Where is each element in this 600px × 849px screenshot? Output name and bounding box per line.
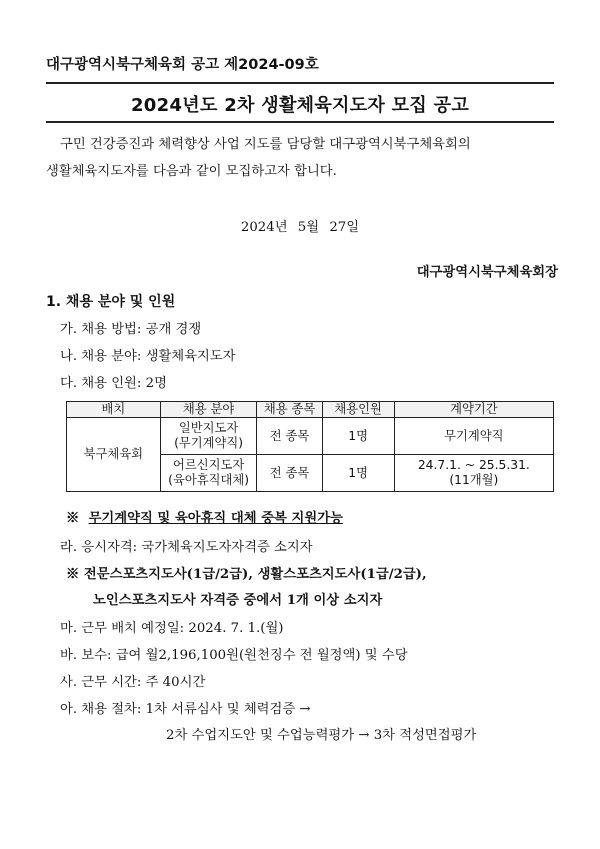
period-range: 24.7.1. ~ 25.5.31. — [417, 458, 530, 472]
header-sport: 채용 종목 — [257, 402, 322, 418]
table-row — [67, 418, 554, 455]
intro-line-1: 구민 건강증진과 체력향상 사업 지도를 담당할 대구광역시북구체육회의 — [60, 137, 471, 152]
cell-field — [160, 455, 257, 492]
field-type: (육아휴직대체) — [168, 473, 250, 487]
cell-field — [160, 418, 257, 455]
qualification: 라. 응시자격: 국가체육지도자자격증 소지자 — [60, 540, 313, 555]
cell-people: 1명 — [322, 418, 394, 455]
procedure-line-1: 아. 채용 절차: 1차 서류심사 및 체력검증 → — [60, 702, 311, 717]
reference-mark: ※ — [66, 511, 80, 526]
dual-application-note — [66, 507, 343, 526]
procedure-line-2: 2차 수업지도안 및 수업능력평가 → 3차 적성면접평가 — [166, 728, 477, 743]
qualification-note-line-2: 노인스포츠지도사 자격증 중에서 1개 이상 소지자 — [93, 593, 383, 608]
table-header-row — [67, 402, 554, 418]
notice-number: 대구광역시북구체육회 공고 제2024-09호 — [46, 57, 319, 73]
header-period: 계약기간 — [394, 402, 553, 418]
page-title: 2024년도 2차 생활체육지도자 모집 공고 — [130, 95, 470, 116]
title-bottom-rule — [46, 121, 554, 123]
dual-application-text: 무기계약직 및 육아휴직 대체 중복 지원가능 — [88, 511, 343, 526]
field-name: 어르신지도자 — [172, 458, 245, 472]
hiring-count: 다. 채용 인원: 2명 — [60, 376, 167, 391]
cell-period — [394, 455, 553, 492]
cell-people: 1명 — [322, 455, 394, 492]
pay: 바. 보수: 급여 월2,196,100원(원천징수 전 월정액) 및 수당 — [60, 648, 408, 663]
announcement-date: 2024년 5월 27일 — [240, 220, 360, 235]
work-hours: 사. 근무 시간: 주 40시간 — [60, 675, 206, 690]
intro-line-2: 생활체육지도자를 다음과 같이 모집하고자 합니다. — [46, 164, 337, 179]
recruitment-table — [66, 401, 554, 492]
signer: 대구광역시북구체육회장 — [416, 265, 558, 280]
field-name: 일반지도자 — [178, 421, 239, 435]
section-1-heading: 1. 채용 분야 및 인원 — [46, 294, 176, 310]
cell-sport: 전 종목 — [257, 455, 322, 492]
header-people: 채용인원 — [322, 402, 394, 418]
period-range: 무기계약직 — [444, 428, 504, 443]
placement-date: 마. 근무 배치 예정일: 2024. 7. 1.(월) — [60, 621, 284, 636]
hiring-method: 가. 채용 방법: 공개 경쟁 — [60, 322, 202, 337]
cell-placement: 북구체육회 — [67, 418, 161, 492]
cell-sport: 전 종목 — [257, 418, 322, 455]
period-length: (11개월) — [449, 473, 499, 487]
title-top-rule — [46, 82, 554, 84]
header-field: 채용 분야 — [160, 402, 257, 418]
field-type: (무기계약직) — [174, 436, 244, 450]
hiring-field: 나. 채용 분야: 생활체육지도자 — [60, 349, 236, 364]
header-placement: 배치 — [67, 402, 161, 418]
cell-period — [394, 418, 553, 455]
qualification-note-line-1: ※ 전문스포츠지도사(1급/2급), 생활스포츠지도사(1급/2급), — [66, 567, 427, 582]
